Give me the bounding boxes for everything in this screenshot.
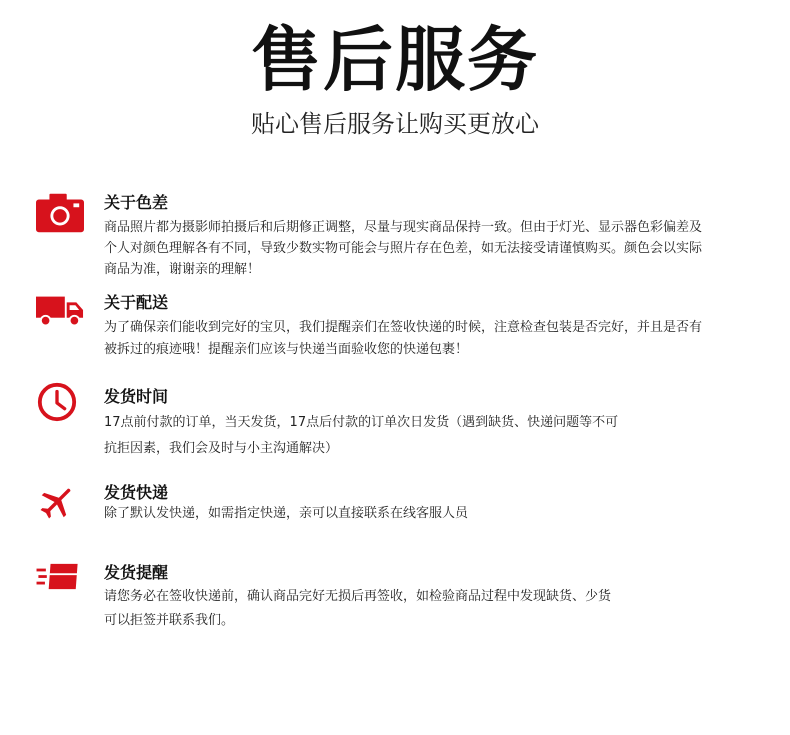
section-text xyxy=(104,585,754,633)
section-title: 关于配送 xyxy=(104,293,169,312)
section-title: 发货快递 xyxy=(104,483,169,502)
section-title: 发货时间 xyxy=(104,387,169,406)
section-title: 发货提醒 xyxy=(104,563,169,582)
delivery-truck-icon xyxy=(36,294,84,328)
section-text xyxy=(104,317,754,361)
section-title: 关于色差 xyxy=(104,193,169,212)
page-title: 售后服务 xyxy=(251,19,539,101)
section-text-line: 个人对颜色理解各有不同，导致少数实物可能会与照片存在色差，如无法接受请谨慎购买。颜色会以实际 xyxy=(104,241,703,256)
page-subtitle: 贴心售后服务让购买更放心 xyxy=(251,110,539,138)
section-text-line: 为了确保亲们能收到完好的宝贝，我们提醒亲们在签收快递的时候，注意检查包装是否完好，并且是否有 xyxy=(104,320,703,335)
section-text-line: 被拆过的痕迹哦！提醒亲们应该与快递当面验收您的快递包裹！ xyxy=(104,342,469,357)
section-text-line: 可以拒签并联系我们。 xyxy=(104,613,235,628)
clock-icon xyxy=(36,381,78,423)
section-text xyxy=(104,410,754,462)
section-text-line: 除了默认发快递，如需指定快递，亲可以直接联系在线客服人员 xyxy=(104,506,469,521)
section-text xyxy=(104,217,754,280)
section-text-line: 请您务必在签收快递前，确认商品完好无损后再签收，如检验商品过程中发现缺货、少货 xyxy=(104,589,612,604)
camera-icon xyxy=(36,193,84,233)
section-text xyxy=(104,504,754,524)
section-text-line: 17点前付款的订单，当天发货，17点后付款的订单次日发货（遇到缺货、快递问题等不可 xyxy=(104,415,619,430)
fast-package-icon xyxy=(36,563,80,591)
section-text-line: 抗拒因素，我们会及时与小主沟通解决） xyxy=(104,441,339,456)
section-text-line: 商品照片都为摄影师拍摄后和后期修正调整，尽量与现实商品保持一致。但由于灯光、显示器色彩偏差及 xyxy=(104,220,703,235)
airplane-icon xyxy=(38,483,76,521)
section-text-line: 商品为准，谢谢亲的理解！ xyxy=(104,262,261,277)
